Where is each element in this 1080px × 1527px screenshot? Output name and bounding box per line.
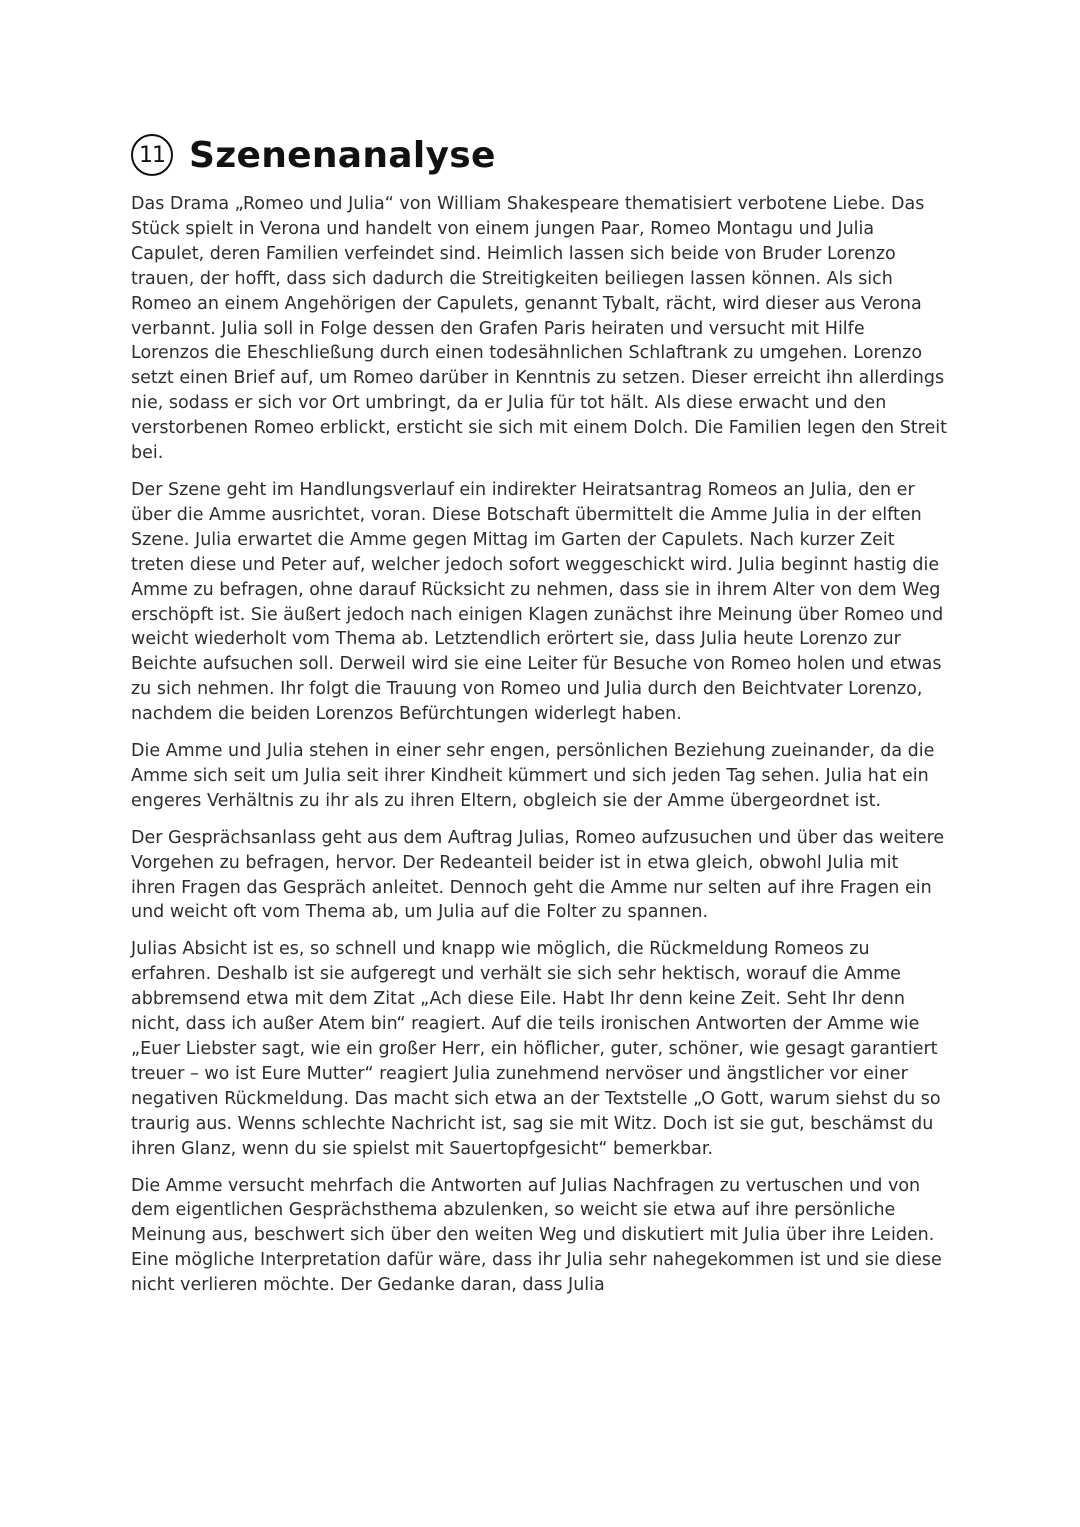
paragraph-intro: Das Drama „Romeo und Julia“ von William Shakespeare thematisiert verbotene Liebe. Das Stück spielt in Verona und handelt von einem jungen Paar, Romeo Montagu und Julia Capulet, deren Familien verfeindet sind. Heimlich lassen sich beide von Bruder Lorenzo trauen, der hofft, dass sich dadurch die Streitigkeiten beiliegen lassen können. Als sich Romeo an einem Angehörigen der Capulets, genannt Tybalt, rächt, wird dieser aus Verona verbannt. Julia soll in Folge dessen den Grafen Paris heiraten und versucht mit Hilfe Lorenzos die Eheschließung durch einen todesähnlichen Schlaftrank zu umgehen. Lorenzo setzt einen Brief auf, um Romeo darüber in Kenntnis zu setzen. Dieser erreicht ihn allerdings nie, sodass er sich vor Ort umbringt, da er Julia für tot hält. Als diese erwacht und den verstorbenen Romeo erblickt, ersticht sie sich mit einem Dolch. Die Familien legen den Streit bei.	[131, 194, 947, 464]
section-title: Szenenanalyse	[189, 134, 496, 176]
paragraph-nurse-behaviour: Die Amme versucht mehrfach die Antworten auf Julias Nachfragen zu vertuschen und von dem eigentlichen Gesprächsthema abzulenken, so weicht sie etwa auf ihre persönliche Meinung aus, beschwert sich über den weiten Weg und diskutiert mit Julia über ihre Leiden. Eine mögliche Interpretation dafür wäre, dass ihr Julia sehr nahegekommen ist und sie diese nicht verlieren möchte. Der Gedanke daran, dass Julia	[131, 1175, 942, 1296]
document-page	[131, 134, 947, 1310]
paragraph-relationship: Die Amme und Julia stehen in einer sehr engen, persönlichen Beziehung zueinander, da die Amme sich seit um Julia seit ihrer Kindheit kümmert und sich jeden Tag sehen. Julia hat ein engeres Verhältnis zu ihr als zu ihren Eltern, obgleich sie der Amme übergeordnet ist.	[131, 741, 935, 811]
section-number-badge: 11	[131, 134, 173, 176]
section-heading	[131, 134, 947, 176]
paragraph-conversation-occasion: Der Gesprächsanlass geht aus dem Auftrag Julias, Romeo aufzusuchen und über das weitere Vorgehen zu befragen, hervor. Der Redeanteil beider ist in etwa gleich, obwohl Julia mit ihren Fragen das Gespräch anleitet. Dennoch geht die Amme nur selten auf ihre Fragen ein und weicht oft vom Thema ab, um Julia auf die Folter zu spannen.	[131, 827, 945, 923]
paragraph-scene-context: Der Szene geht im Handlungsverlauf ein indirekter Heiratsantrag Romeos an Julia, den er über die Amme ausrichtet, voran. Diese Botschaft übermittelt die Amme Julia in der elften Szene. Julia erwartet die Amme gegen Mittag im Garten der Capulets. Nach kurzer Zeit treten diese und Peter auf, welcher jedoch sofort weggeschickt wird. Julia beginnt hastig die Amme zu befragen, ohne darauf Rücksicht zu nehmen, dass sie in ihrem Alter von dem Weg erschöpft ist. Sie äußert jedoch nach einigen Klagen zunächst ihre Meinung über Romeo und weicht wiederholt vom Thema ab. Letztendlich erörtert sie, dass Julia heute Lorenzo zur Beichte aufsuchen soll. Derweil wird sie eine Leiter für Besuche von Romeo holen und etwas zu sich nehmen. Ihr folgt die Trauung von Romeo und Julia durch den Beichtvater Lorenzo, nachdem die beiden Lorenzos Befürchtungen widerlegt haben.	[131, 479, 944, 725]
paragraph-julia-intention: Julias Absicht ist es, so schnell und knapp wie möglich, die Rückmeldung Romeos zu erfahren. Deshalb ist sie aufgeregt und verhält sie sich sehr hektisch, worauf die Amme abbremsend etwa mit dem Zitat „Ach diese Eile. Habt Ihr denn keine Zeit. Seht Ihr denn nicht, dass ich außer Atem bin“ reagiert. Auf die teils ironischen Antworten der Amme wie „Euer Liebster sagt, wie ein großer Herr, ein höflicher, guter, schöner, wie gesagt garantiert treuer – wo ist Eure Mutter“ reagiert Julia zunehmend nervöser und ängstlicher vor einer negativen Rückmeldung. Das macht sich etwa an der Textstelle „O Gott, warum siehst du so traurig aus. Wenns schlechte Nachricht ist, sag sie mit Witz. Doch ist sie gut, beschämst du ihren Glanz, wenn du sie spielst mit Sauertopfgesicht“ bemerkbar.	[131, 939, 941, 1159]
